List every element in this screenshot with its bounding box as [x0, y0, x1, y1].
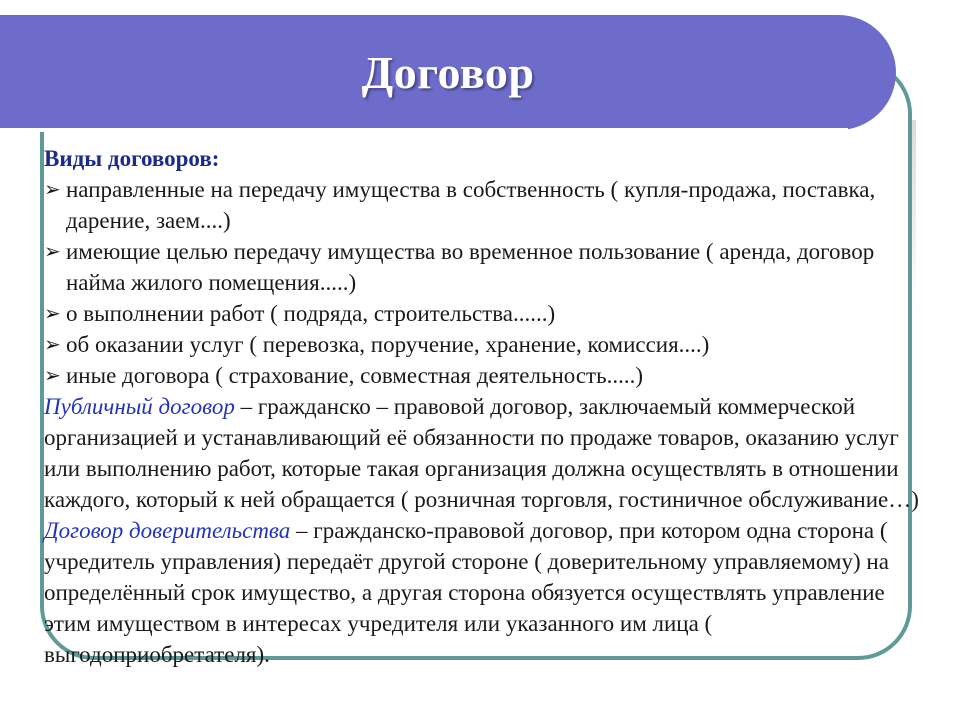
trust-contract-text: – гражданско-правовой договор, при котором одна сторона ( учредитель управления) передаёт другой стороне ( доверительному управляемому) на определённый срок имущество, а другая сторона обязуется осуществлять управление этим имуществом в интересах учредителя или указанного им лица ( выгодоприобретателя).	[44, 518, 889, 667]
public-contract-text: – гражданско – правовой договор, заключаемый коммерческой организацией и устанавливающий её обязанности по продаже товаров, оказанию услуг или выполнению работ, которые такая организация должна осуществлять в отношении каждого, который к ней обращается ( розничная торговля, гостиничное обслуживание…)	[44, 394, 919, 512]
arrow-checkmark-icon: ➢	[44, 177, 61, 201]
public-contract-definition	[44, 391, 924, 515]
contract-types-heading: Виды договоров:	[44, 146, 220, 171]
trust-contract-definition	[44, 515, 924, 670]
slide-title: Договор	[361, 47, 535, 98]
list-item: ➢ направленные на передачу имущества в собственность ( купля-продажа, поставка, дарение, заем....)	[44, 174, 924, 236]
list-item: ➢ имеющие целью передачу имущества во временное пользование ( аренда, договор найма жилого помещения.....)	[44, 236, 924, 298]
arrow-checkmark-icon: ➢	[44, 239, 61, 263]
list-item: ➢ иные договора ( страхование, совместная деятельность.....)	[44, 360, 924, 391]
arrow-checkmark-icon: ➢	[44, 363, 61, 387]
trust-contract-term: Договор доверительства	[44, 518, 291, 543]
list-item: ➢ о выполнении работ ( подряда, строительства......)	[44, 298, 924, 329]
public-contract-term: Публичный договор	[44, 394, 235, 419]
slide-content	[44, 143, 924, 670]
arrow-checkmark-icon: ➢	[44, 332, 61, 356]
arrow-checkmark-icon: ➢	[44, 301, 61, 325]
list-item: ➢ об оказании услуг ( перевозка, поручение, хранение, комиссия....)	[44, 329, 924, 360]
